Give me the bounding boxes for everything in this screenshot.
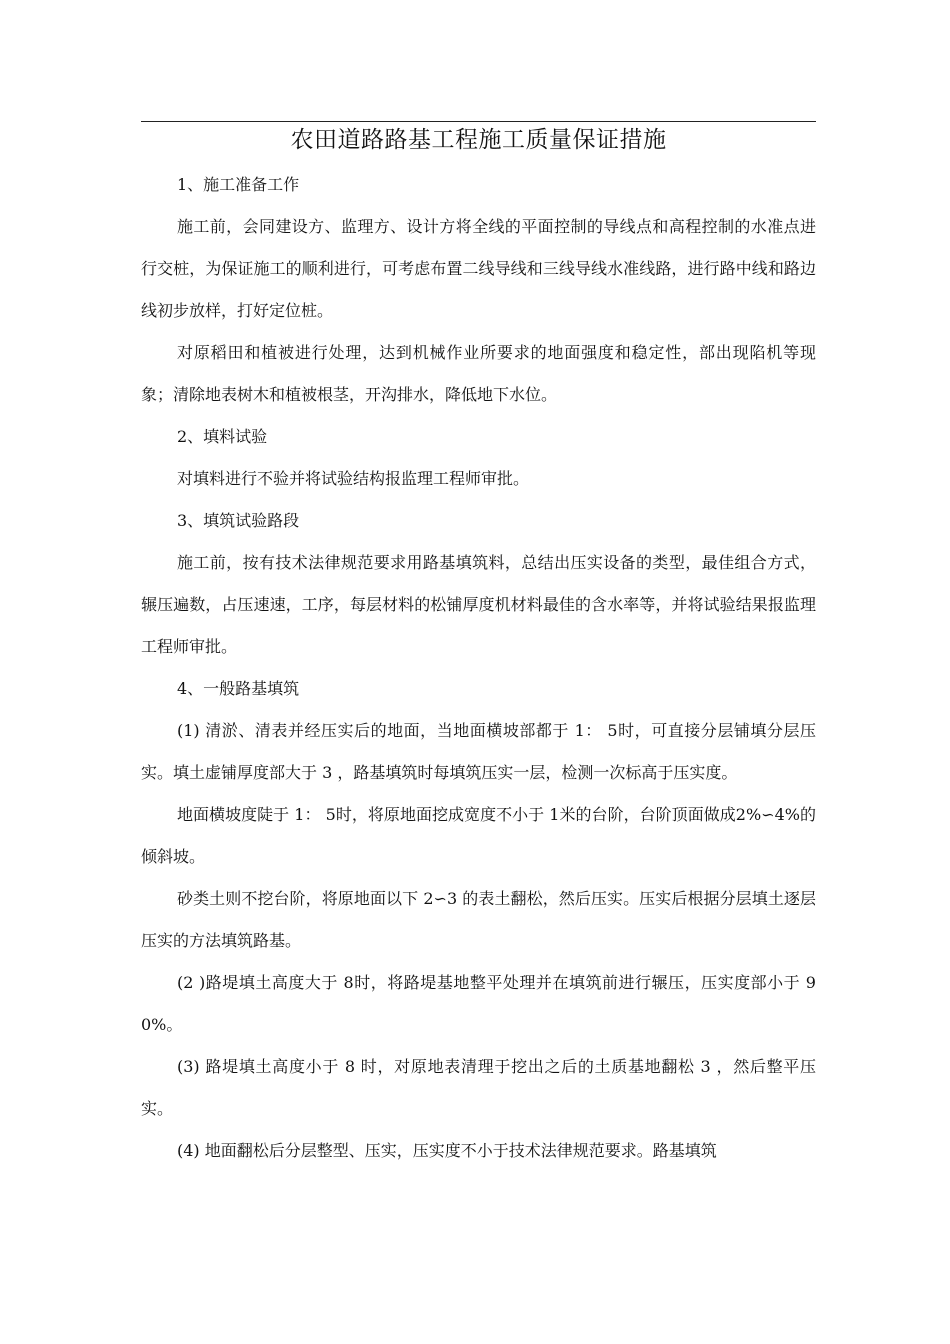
paragraph-item-4: (4) 地面翻松后分层整型、压实，压实度不小于技术法律规范要求。路基填筑 <box>177 1141 717 1160</box>
paragraph-fill-test: 对填料进行不验并将试验结构报监理工程师审批。 <box>177 469 530 488</box>
header-rule <box>141 121 816 122</box>
section-heading-fill-test: 2、填料试验 <box>177 427 268 446</box>
section-heading-preparation: 1、施工准备工作 <box>177 175 300 194</box>
document-title: 农田道路路基工程施工质量保证措施 <box>290 127 667 153</box>
paragraph-item-3: (3) 路堤填土高度小于 8 时，对原地表清理于挖出之后的土质基地翻松 3 ，然后整平压实。 <box>141 1057 816 1118</box>
paragraph-trial-section: 施工前，按有技术法律规范要求用路基填筑料，总结出压实设备的类型，最佳组合方式，辗压遍数，占压速速，工序，每层材料的松铺厚度机材料最佳的含水率等，并将试验结果报监理工程师审批。 <box>141 553 816 656</box>
paragraph-steep-slope: 地面横坡度陡于 1： 5时，将原地面挖成宽度不小于 1米的台阶，台阶顶面做成2%∽4%的倾斜坡。 <box>141 805 816 866</box>
section-heading-trial-section: 3、填筑试验路段 <box>177 511 300 530</box>
paragraph-item-2: (2 )路堤填土高度大于 8时，将路堤基地整平处理并在填筑前进行辗压，压实度部小于 90%。 <box>141 973 816 1034</box>
section-heading-general-fill: 4、一般路基填筑 <box>177 679 300 698</box>
paragraph-ground-treatment: 对原稻田和植被进行处理，达到机械作业所要求的地面强度和稳定性，部出现陷机等现象；清除地表树木和植被根茎，开沟排水，降低地下水位。 <box>141 343 816 404</box>
paragraph-survey-stakes: 施工前，会同建设方、监理方、设计方将全线的平面控制的导线点和高程控制的水准点进行交桩，为保证施工的顺利进行，可考虑布置二线导线和三线导线水准线路，进行路中线和路边线初步放样，打好定位桩。 <box>141 217 816 320</box>
document-body <box>141 164 816 1172</box>
paragraph-item-1: (1) 清淤、清表并经压实后的地面，当地面横坡部都于 1： 5时，可直接分层铺填分层压实。填土虚铺厚度部大于 3 ，路基填筑时每填筑压实一层，检测一次标高于压实度。 <box>141 721 816 782</box>
paragraph-sandy-soil: 砂类土则不挖台阶，将原地面以下 2∽3 的表土翻松，然后压实。压实后根据分层填土逐层压实的方法填筑路基。 <box>141 889 816 950</box>
